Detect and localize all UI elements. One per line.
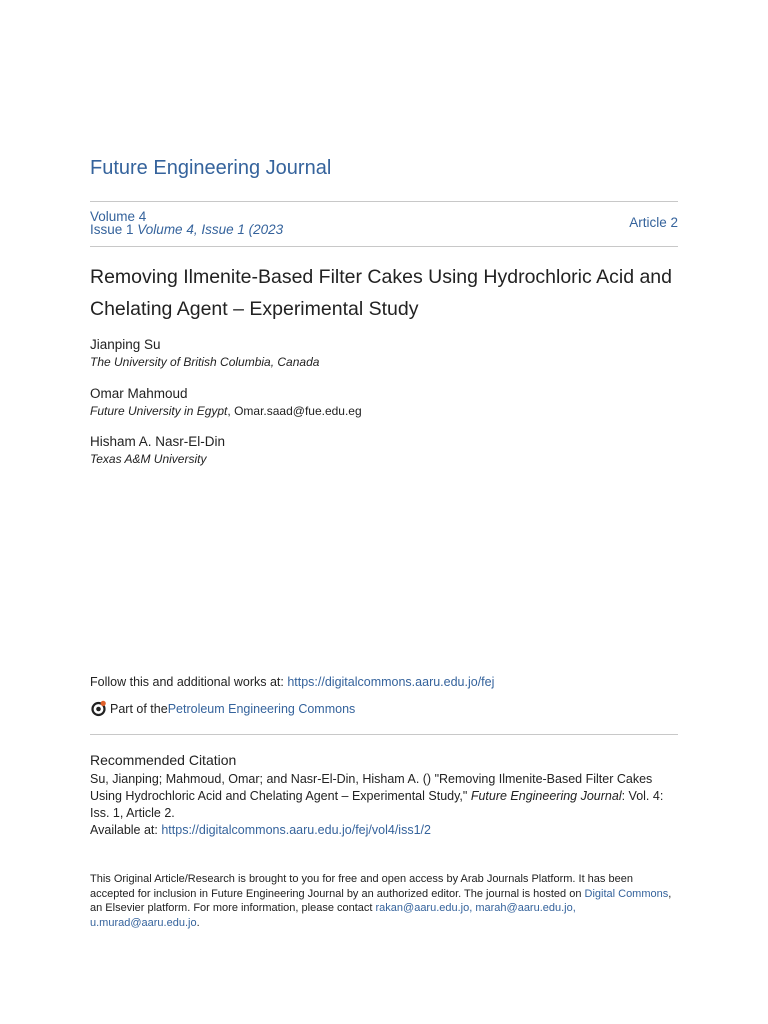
citation-volume: : Vol. 4: Iss. 1, Article 2. [90,789,664,820]
journal-title-link[interactable]: Future Engineering Journal [90,157,332,179]
available-label: Available at: [90,823,162,837]
footer-text: This Original Article/Research is brought to you for free and open access by Arab Journals Platform. It has been accepted for inclusion in Future Engineering Journal by an authorized editor. The journal is hosted on [90,873,633,900]
author-name: Jianping Su [90,337,161,352]
paper-title: Removing Ilmenite-Based Filter Cakes Using Hydrochloric Acid and Chelating Agent – Experimental Study [90,266,672,320]
follow-line [90,675,494,689]
petroleum-commons-link[interactable]: Petroleum Engineering Commons [167,701,356,716]
citation-body: Su, Jianping; Mahmoud, Omar; and Nasr-El-Din, Hisham A. () "Removing Ilmenite-Based Filter Cakes Using Hydrochloric Acid and Chelating Agent – Experimental Study," [90,772,653,803]
affiliation-text: The University of British Columbia, Canada [90,355,320,369]
digital-commons-link[interactable]: Digital Commons [584,887,669,900]
author-affiliation [90,452,206,466]
part-of-line [90,700,355,717]
cover-page [90,0,678,1024]
recommended-citation-heading: Recommended Citation [90,752,237,768]
available-at-line [90,823,431,837]
follow-text: Follow this and additional works at: [90,675,288,689]
citation-journal: Future Engineering Journal [470,789,622,803]
citation-text [90,771,678,822]
footer-text: , an Elsevier platform. For more information, please contact [90,887,672,914]
footer-text: . [196,916,200,929]
author-email: Omar.saad@fue.edu.eg [234,404,362,418]
available-url-link[interactable]: https://digitalcommons.aaru.edu.jo/fej/vol4/iss1/2 [161,823,431,837]
issue-link[interactable] [90,222,283,237]
author-name: Hisham A. Nasr-El-Din [90,434,226,449]
author-affiliation [90,355,319,369]
part-of-text: Part of the [110,701,168,716]
author-name: Omar Mahmoud [90,386,188,401]
top-divider [90,201,678,202]
contact-emails-link[interactable]: rakan@aaru.edu.jo, marah@aaru.edu.jo, u.murad@aaru.edu.jo [90,902,576,929]
author-affiliation: Future University in Egypt, Omar.saad@fue.edu.eg [90,404,362,418]
footer-notice [90,872,678,930]
affiliation-text: Future University in Egypt [90,404,228,418]
affiliation-text: Texas A&M University [90,452,207,466]
follow-url-link[interactable]: https://digitalcommons.aaru.edu.jo/fej [287,675,495,689]
issue-italic: Volume 4, Issue 1 (2023 [137,222,284,237]
network-commons-icon [90,700,107,717]
citation-divider [90,734,678,735]
issue-divider [90,246,678,247]
issue-prefix: Issue 1 [90,222,134,237]
article-number-link[interactable]: Article 2 [629,215,678,230]
volume-link[interactable]: Volume 4 [90,209,147,224]
